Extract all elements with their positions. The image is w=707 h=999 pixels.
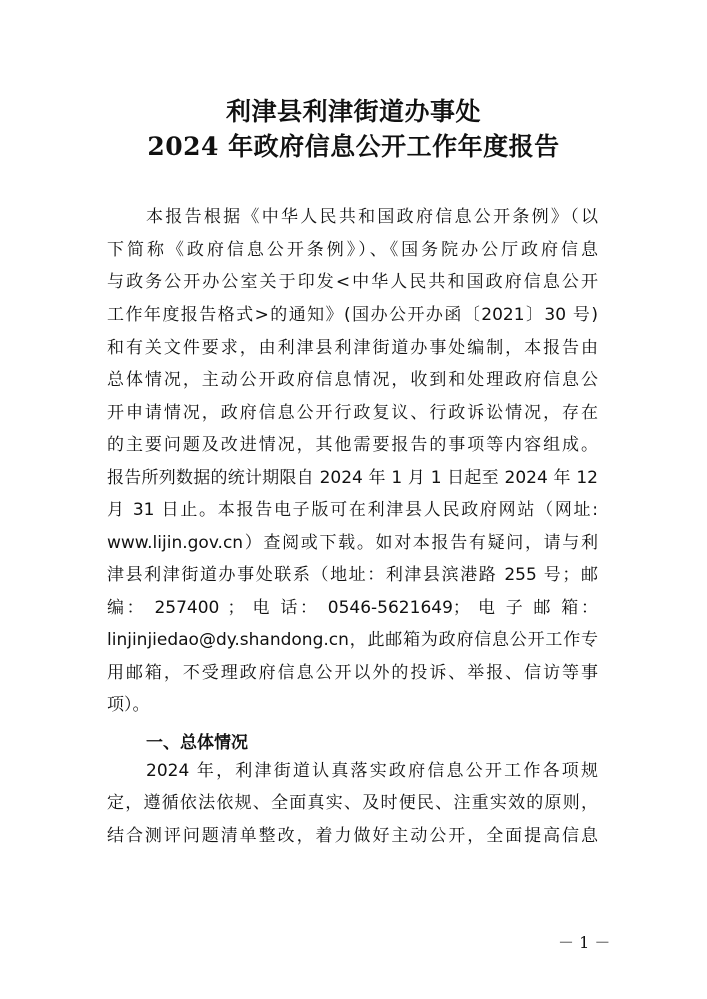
intro-line-1: 本报告根据《中华人民共和国政府信息公开条例》（以 bbox=[146, 207, 598, 227]
intro-line-11: www.lijin.gov.cn）查阅或下载。如对本报告有疑问，请与利 bbox=[107, 533, 598, 553]
report-title-line-1: 利津县利津街道办事处 bbox=[225, 97, 481, 126]
intro-line-3: 与政务公开办公室关于印发<中华人民共和国政府信息公开 bbox=[107, 272, 598, 292]
section1-line-3: 结合测评问题清单整改，着力做好主动公开，全面提高信息 bbox=[107, 826, 598, 846]
section1-line-2: 定，遵循依法依规、全面真实、及时便民、注重实效的原则， bbox=[107, 793, 598, 813]
intro-line-8: 的主要问题及改进情况，其他需要报告的事项等内容组成。 bbox=[107, 435, 598, 455]
intro-line-7: 开申请情况，政府信息公开行政复议、行政诉讼情况，存在 bbox=[107, 403, 598, 423]
intro-line-15: 用邮箱，不受理政府信息公开以外的投诉、举报、信访等事 bbox=[107, 663, 598, 683]
section1-line-1: 2024 年，利津街道认真落实政府信息公开工作各项规 bbox=[146, 761, 598, 781]
intro-line-9: 报告所列数据的统计期限自 2024 年 1 月 1 日起至 2024 年 12 bbox=[107, 468, 598, 488]
intro-line-5: 和有关文件要求，由利津县利津街道办事处编制，本报告由 bbox=[107, 338, 598, 358]
section-heading-overview: 一、总体情况 bbox=[146, 733, 248, 753]
page-number: － 1 － bbox=[558, 933, 611, 952]
intro-line-10: 月 31 日止。本报告电子版可在利津县人民政府网站（网址: bbox=[107, 500, 598, 520]
intro-line-12: 津县利津街道办事处联系（地址：利津县滨港路 255 号；邮 bbox=[107, 565, 598, 585]
report-title-line-2: 2024 年政府信息公开工作年度报告 bbox=[147, 132, 560, 161]
intro-line-2: 下简称《政府信息公开条例》）、《国务院办公厅政府信息 bbox=[107, 240, 598, 260]
intro-line-14: linjinjiedao@dy.shandong.cn，此邮箱为政府信息公开工作专 bbox=[107, 630, 598, 650]
intro-line-13: 编： 257400 ； 电 话： 0546-5621649； 电 子 邮 箱： bbox=[107, 598, 598, 618]
intro-line-6: 总体情况，主动公开政府信息情况，收到和处理政府信息公 bbox=[107, 370, 598, 390]
intro-line-4: 工作年度报告格式>的通知》(国办公开办函〔2021〕30 号) bbox=[107, 305, 598, 325]
intro-line-16: 项）。 bbox=[107, 695, 150, 715]
